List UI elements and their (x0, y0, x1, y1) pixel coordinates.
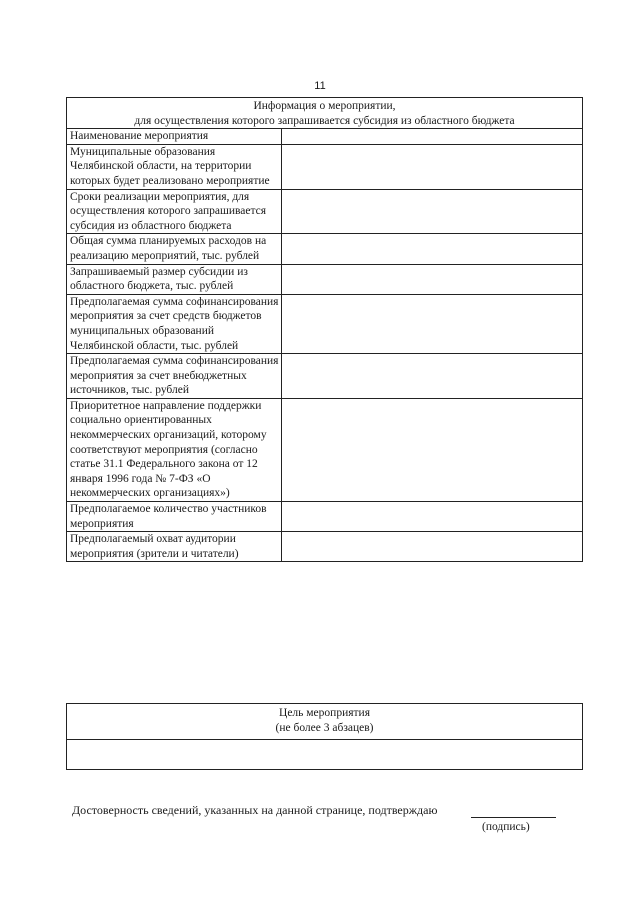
row-value-participants-count[interactable] (281, 502, 582, 532)
row-label-total-expenses: Общая сумма планируемых расходов на реализацию мероприятий, тыс. рублей (67, 234, 282, 264)
row-value-total-expenses[interactable] (281, 234, 582, 264)
row-value-event-name[interactable] (281, 129, 582, 145)
table-row (67, 354, 583, 399)
row-label-municipal-cofinancing: Предполагаемая сумма софинансирования мероприятия за счет средств бюджетов муниципальных образований Челябинской области, тыс. рублей (67, 294, 282, 353)
confirmation-statement: Достоверность сведений, указанных на данной странице, подтверждаю (72, 803, 438, 817)
row-label-event-name: Наименование мероприятия (67, 129, 282, 145)
info-table-title-line2: для осуществления которого запрашивается субсидия из областного бюджета (134, 114, 515, 127)
table-row (67, 532, 583, 562)
goal-table-title-line2: (не более 3 абзацев) (275, 722, 374, 734)
row-value-subsidy-amount[interactable] (281, 264, 582, 294)
row-label-extrabudgetary-cofinancing: Предполагаемая сумма софинансирования мероприятия за счет внебюджетных источников, тыс. рублей (67, 354, 282, 399)
row-label-priority-direction: Приоритетное направление поддержки социально ориентированных некоммерческих организаций, которому соответствуют мероприятия (согласно статье 31.1 Федерального закона от 12 января 1996 года № 7-ФЗ «О некоммерческих организациях») (67, 398, 282, 501)
row-label-municipalities: Муниципальные образования Челябинской области, на территории которых будет реализовано мероприятие (67, 144, 282, 189)
row-value-timeframe[interactable] (281, 189, 582, 234)
row-label-audience-reach: Предполагаемый охват аудитории мероприятия (зрители и читатели) (67, 532, 282, 562)
table-row (67, 264, 583, 294)
signature-line[interactable] (471, 817, 556, 818)
event-goal-table (66, 703, 583, 770)
event-info-table (66, 97, 583, 562)
row-label-participants-count: Предполагаемое количество участников мероприятия (67, 502, 282, 532)
table-row (67, 502, 583, 532)
goal-value-field[interactable] (67, 740, 583, 770)
page-number: 11 (314, 80, 326, 92)
row-value-municipalities[interactable] (281, 144, 582, 189)
table-row (67, 234, 583, 264)
row-value-audience-reach[interactable] (281, 532, 582, 562)
table-row (67, 129, 583, 145)
info-table-title (67, 98, 583, 129)
goal-table-value-row (67, 740, 583, 770)
table-row (67, 189, 583, 234)
table-row (67, 144, 583, 189)
row-label-subsidy-amount: Запрашиваемый размер субсидии из областного бюджета, тыс. рублей (67, 264, 282, 294)
info-table-title-line1: Информация о мероприятии, (253, 100, 396, 112)
info-table-header-row (67, 98, 583, 129)
row-label-timeframe: Сроки реализации мероприятия, для осуществления которого запрашивается субсидия из областного бюджета (67, 189, 282, 234)
row-value-municipal-cofinancing[interactable] (281, 294, 582, 353)
goal-table-title-line1: Цель мероприятия (279, 707, 370, 719)
signature-caption: (подпись) (482, 821, 530, 833)
table-row (67, 398, 583, 501)
table-row (67, 294, 583, 353)
goal-table-title (67, 704, 583, 740)
goal-table-header-row (67, 704, 583, 740)
row-value-extrabudgetary-cofinancing[interactable] (281, 354, 582, 399)
row-value-priority-direction[interactable] (281, 398, 582, 501)
